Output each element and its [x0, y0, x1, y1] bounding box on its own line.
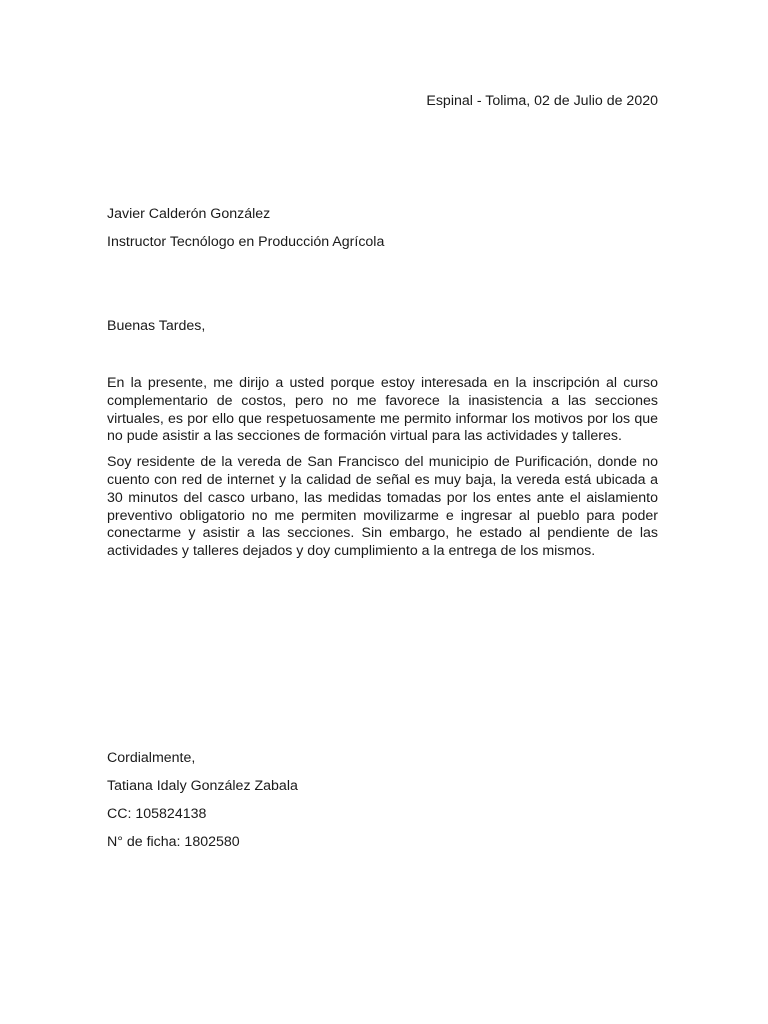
signer-id: CC: 105824138	[107, 806, 207, 822]
recipient-block	[107, 204, 384, 252]
signer-name: Tatiana Idaly González Zabala	[107, 778, 298, 794]
closing-block	[107, 748, 298, 860]
body-paragraph-2: Soy residente de la vereda de San Francisco del municipio de Purificación, donde no cuento con red de internet y la calidad de señal es muy baja, la vereda está ubicada a 30 minutos del casco urbano, las medidas tomadas por los entes ante el aislamiento preventivo obligatorio no me permiten movilizarme e ingresar al pueblo para poder conectarme y asistir a las secciones. Sin embargo, he estado al pendiente de las actividades y talleres dejados y doy cumplimiento a la entrega de los mismos.	[107, 454, 658, 560]
letter-body	[107, 375, 658, 569]
closing-salutation: Cordialmente,	[107, 750, 196, 766]
signer-ficha: N° de ficha: 1802580	[107, 834, 240, 850]
body-paragraph-1: En la presente, me dirijo a usted porque estoy interesada en la inscripción al curso complementario de costos, pero no me favorece la inasistencia a las secciones virtuales, es por ello que respetuosamente me permito informar los motivos por los que no pude asistir a las secciones de formación virtual para las actividades y talleres.	[107, 375, 658, 445]
place-date: Espinal - Tolima, 02 de Julio de 2020	[426, 93, 658, 109]
greeting: Buenas Tardes,	[107, 318, 206, 334]
recipient-name: Javier Calderón González	[107, 206, 271, 222]
recipient-title: Instructor Tecnólogo en Producción Agrícola	[107, 234, 385, 250]
